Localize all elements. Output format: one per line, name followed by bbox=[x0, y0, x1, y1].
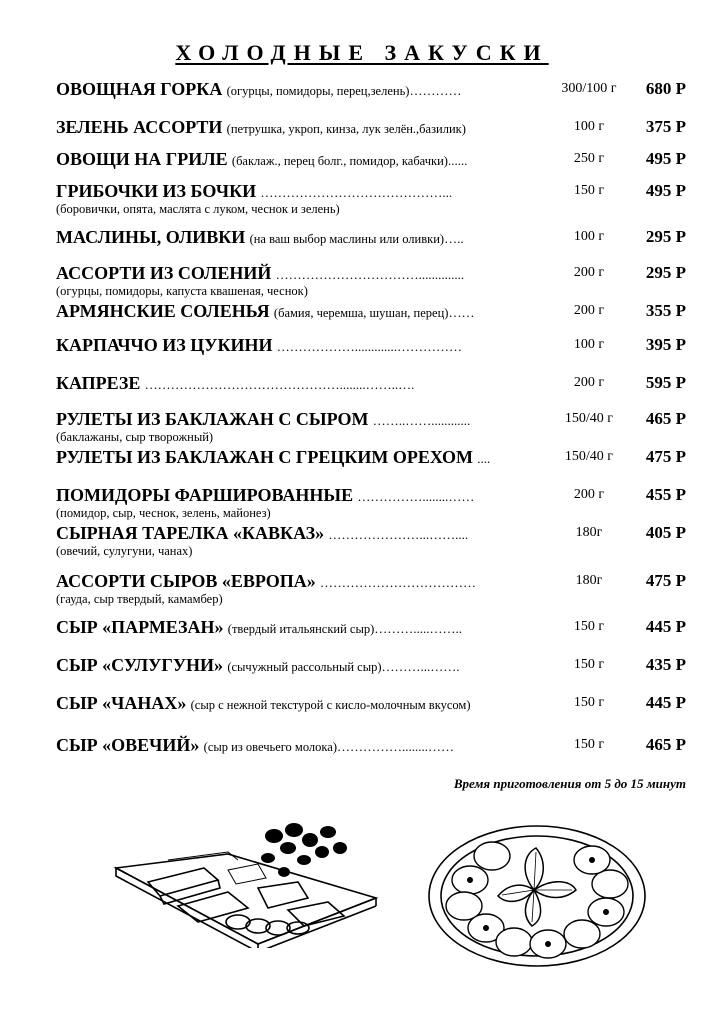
menu-item-price: 455 Р bbox=[645, 485, 686, 504]
menu-item bbox=[56, 334, 686, 358]
menu-item bbox=[56, 226, 686, 250]
menu-item-name: КАПРЕЗЕ bbox=[56, 373, 141, 393]
menu-item-price: 375 Р bbox=[645, 117, 686, 136]
menu-item-name: АРМЯНСКИЕ СОЛЕНЬЯ bbox=[56, 301, 270, 321]
menu-item-name-line bbox=[56, 734, 546, 758]
menu-item-weight: 200 г bbox=[573, 303, 605, 318]
menu-item-weight: 150 г bbox=[573, 695, 605, 710]
dot-leader: ……………………………………... bbox=[260, 185, 453, 200]
dot-leader: .... bbox=[477, 451, 491, 466]
menu-item-description: (баклаж., перец болг., помидор, кабачки) bbox=[231, 154, 448, 168]
dot-leader: ……………........…… bbox=[337, 739, 455, 754]
menu-item-price: 475 Р bbox=[645, 447, 686, 466]
dot-leader: ……………........…… bbox=[357, 489, 475, 504]
menu-item-weight: 100 г bbox=[573, 119, 605, 134]
menu-item-price: 295 Р bbox=[645, 263, 686, 282]
menu-item-price: 355 Р bbox=[645, 301, 686, 320]
menu-item-price: 445 Р bbox=[645, 617, 686, 636]
menu-item-weight: 300/100 г bbox=[561, 81, 617, 96]
menu-item-description: (огурцы, помидоры, перец,зелень) bbox=[226, 84, 410, 98]
dot-leader: ……….....…….. bbox=[374, 621, 463, 636]
menu-item-weight: 150 г bbox=[573, 657, 605, 672]
menu-item-ingredients: (огурцы, помидоры, капуста квашеная, чеснок) bbox=[56, 284, 308, 298]
menu-item-weight: 100 г bbox=[573, 337, 605, 352]
menu-item bbox=[56, 692, 686, 716]
menu-item-name: МАСЛИНЫ, ОЛИВКИ bbox=[56, 227, 246, 247]
dot-leader: …… bbox=[448, 305, 475, 320]
menu-item-name-line bbox=[56, 226, 546, 250]
menu-item-weight: 200 г bbox=[573, 375, 605, 390]
menu-item bbox=[56, 148, 686, 172]
menu-item-price: 595 Р bbox=[645, 373, 686, 392]
menu-item-name: СЫР «ЧАНАХ» bbox=[56, 693, 187, 713]
menu-item-weight: 150 г bbox=[573, 619, 605, 634]
menu-item-weight: 200 г bbox=[573, 265, 605, 280]
menu-item-weight: 150 г bbox=[573, 737, 605, 752]
menu-item-weight: 200 г bbox=[573, 487, 605, 502]
menu-item-name-line bbox=[56, 616, 546, 640]
menu-item-name: ОВОЩНАЯ ГОРКА bbox=[56, 79, 223, 99]
menu-item-ingredients: (боровички, опята, маслята с луком, чеснок и зелень) bbox=[56, 202, 340, 216]
menu-item-name: СЫР «СУЛУГУНИ» bbox=[56, 655, 224, 675]
menu-item-name-line bbox=[56, 446, 546, 470]
dot-leader: ...... bbox=[447, 153, 468, 168]
menu-item bbox=[56, 446, 686, 470]
menu-item-name-line bbox=[56, 334, 546, 358]
menu-item-ingredients: (овечий, сулугуни, чанах) bbox=[56, 544, 193, 558]
menu-item-name-line bbox=[56, 148, 546, 172]
menu-item-price: 405 Р bbox=[645, 523, 686, 542]
dot-leader: ……………………………… bbox=[320, 575, 477, 590]
menu-item bbox=[56, 78, 686, 102]
menu-item-description: (сычужный рассольный сыр) bbox=[227, 660, 382, 674]
menu-item bbox=[56, 734, 686, 758]
menu-item-weight: 250 г bbox=[573, 151, 605, 166]
menu-item-name: СЫР «ОВЕЧИЙ» bbox=[56, 735, 200, 755]
dot-leader: …………………………….............. bbox=[275, 267, 465, 282]
menu-item-name: ГРИБОЧКИ ИЗ БОЧКИ bbox=[56, 181, 257, 201]
menu-item-price: 435 Р bbox=[645, 655, 686, 674]
preparation-time-note: Время приготовления от 5 до 15 минут bbox=[453, 776, 686, 791]
dot-leader: ….. bbox=[444, 231, 464, 246]
menu-item-price: 465 Р bbox=[645, 735, 686, 754]
menu-item-name: ЗЕЛЕНЬ АССОРТИ bbox=[56, 117, 223, 137]
menu-item-name: АССОРТИ СЫРОВ «ЕВРОПА» bbox=[56, 571, 316, 591]
menu-item-name: ОВОЩИ НА ГРИЛЕ bbox=[56, 149, 228, 169]
menu-item-name: КАРПАЧЧО ИЗ ЦУКИНИ bbox=[56, 335, 273, 355]
menu-item bbox=[56, 616, 686, 640]
menu-item-name: СЫРНАЯ ТАРЕЛКА «КАВКАЗ» bbox=[56, 523, 325, 543]
menu-item-description: (бамия, черемша, шушан, перец) bbox=[273, 306, 449, 320]
dot-leader: ……..……............ bbox=[372, 413, 471, 428]
cheese-and-meat-board-illustration bbox=[108, 818, 384, 948]
menu-item-name: РУЛЕТЫ ИЗ БАКЛАЖАН С ГРЕЦКИМ ОРЕХОМ bbox=[56, 447, 473, 467]
menu-item-price: 495 Р bbox=[645, 181, 686, 200]
menu-item-name: ПОМИДОРЫ ФАРШИРОВАННЫЕ bbox=[56, 485, 354, 505]
menu-item-weight: 180г bbox=[575, 573, 603, 588]
menu-item-name: РУЛЕТЫ ИЗ БАКЛАЖАН С СЫРОМ bbox=[56, 409, 369, 429]
menu-item-ingredients: (баклажаны, сыр творожный) bbox=[56, 430, 214, 444]
menu-item-description: (сыр с нежной текстурой с кисло-молочным вкусом) bbox=[190, 698, 471, 712]
menu-item-price: 445 Р bbox=[645, 693, 686, 712]
menu-item bbox=[56, 372, 686, 396]
menu-item-price: 465 Р bbox=[645, 409, 686, 428]
menu-item-weight: 150 г bbox=[573, 183, 605, 198]
menu-item-weight: 150/40 г bbox=[564, 411, 614, 426]
menu-item-name: АССОРТИ ИЗ СОЛЕНИЙ bbox=[56, 263, 272, 283]
dot-leader: ………...……. bbox=[381, 659, 460, 674]
menu-item-description: (сыр из овечьего молока) bbox=[203, 740, 338, 754]
dot-leader: ………… bbox=[409, 83, 462, 98]
menu-item-price: 475 Р bbox=[645, 571, 686, 590]
menu-item-description: (на ваш выбор маслины или оливки) bbox=[249, 232, 445, 246]
menu-item-weight: 180г bbox=[575, 525, 603, 540]
menu-item-price: 395 Р bbox=[645, 335, 686, 354]
menu-item-description: (твердый итальянский сыр) bbox=[227, 622, 375, 636]
menu-item bbox=[56, 300, 686, 324]
menu-item-price: 680 Р bbox=[645, 79, 686, 98]
caprese-plate-illustration bbox=[424, 820, 650, 972]
menu-item-name-line bbox=[56, 78, 546, 102]
menu-item-name: СЫР «ПАРМЕЗАН» bbox=[56, 617, 224, 637]
menu-item bbox=[56, 116, 686, 140]
menu-item-ingredients: (помидор, сыр, чеснок, зелень, майонез) bbox=[56, 506, 271, 520]
dot-leader: …………………...…….... bbox=[328, 527, 469, 542]
menu-item-name-line bbox=[56, 654, 546, 678]
menu-item-price: 495 Р bbox=[645, 149, 686, 168]
menu-item-description: (петрушка, укроп, кинза, лук зелён.,базилик) bbox=[226, 122, 466, 136]
menu-item-ingredients: (гауда, сыр твердый, камамбер) bbox=[56, 592, 223, 606]
menu-item-name-line bbox=[56, 692, 546, 716]
menu-item-name-line bbox=[56, 372, 546, 396]
menu-item-name-line bbox=[56, 116, 546, 140]
page-title: ХОЛОДНЫЕ ЗАКУСКИ bbox=[175, 40, 549, 65]
dot-leader: ……………….............…………… bbox=[276, 339, 463, 354]
menu-item-weight: 150/40 г bbox=[564, 449, 614, 464]
menu-item-name-line bbox=[56, 300, 546, 324]
dot-leader: ………………………………………........……..…. bbox=[144, 377, 415, 392]
menu-item-price: 295 Р bbox=[645, 227, 686, 246]
menu-item bbox=[56, 654, 686, 678]
menu-item-weight: 100 г bbox=[573, 229, 605, 244]
